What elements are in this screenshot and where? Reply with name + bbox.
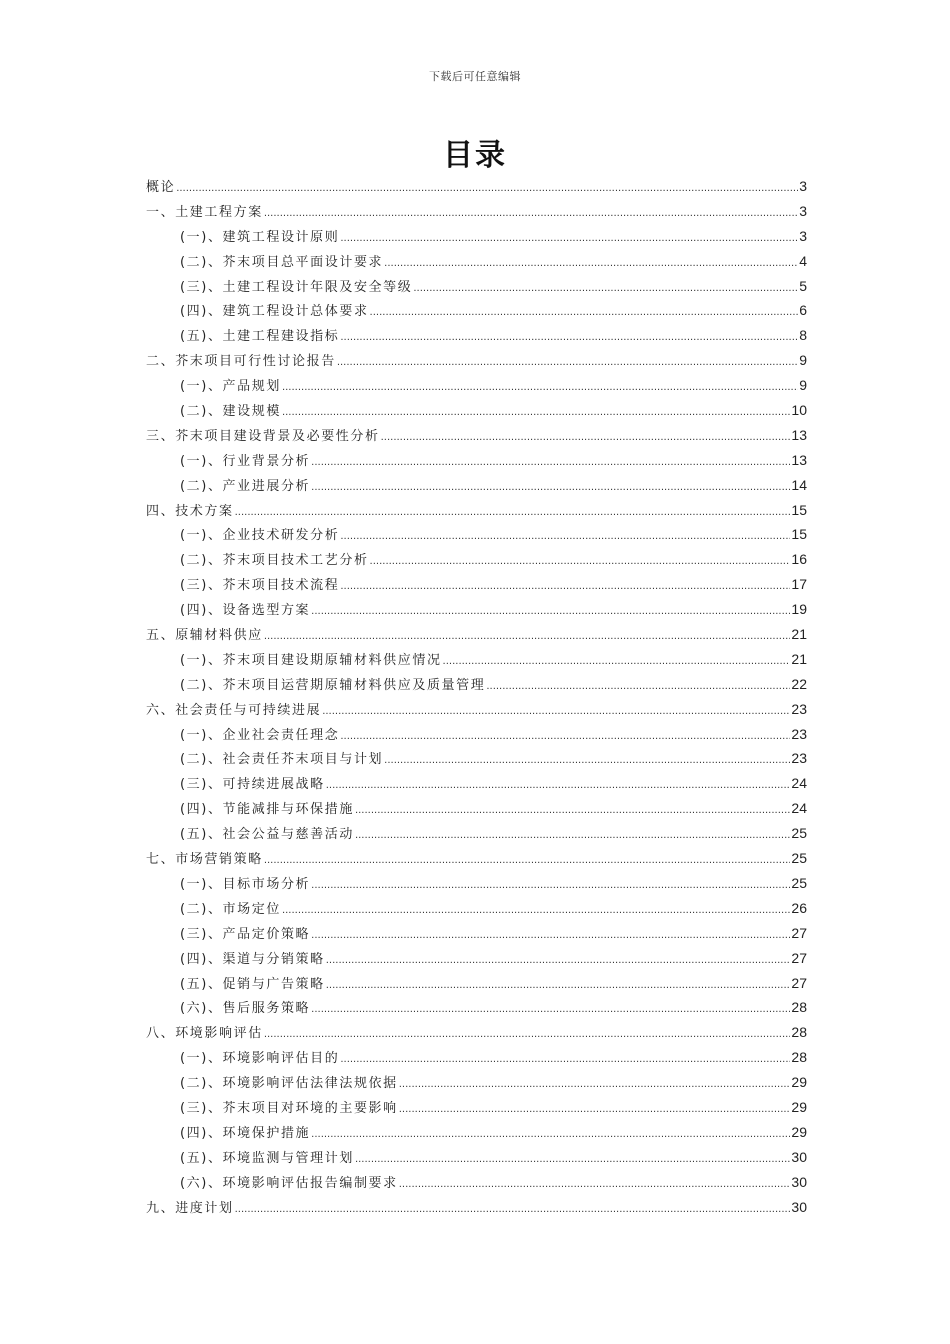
toc-entry-label: (一)、环境影响评估目的 xyxy=(180,1051,340,1067)
toc-entry-page: 30 xyxy=(791,1173,807,1190)
toc-subentry[interactable] xyxy=(146,524,807,549)
toc-entry-label: 七、市场营销策略 xyxy=(146,852,263,868)
toc-subentry[interactable] xyxy=(146,873,807,898)
toc-subentry[interactable] xyxy=(146,823,807,848)
toc-entry-label: (五)、环境监测与管理计划 xyxy=(180,1150,354,1166)
toc-entry-label: (五)、土建工程建设指标 xyxy=(180,329,340,345)
toc-dot-leader xyxy=(311,603,790,618)
toc-entry-page: 29 xyxy=(791,1123,807,1140)
toc-entry-label: (四)、渠道与分销策略 xyxy=(180,951,325,967)
toc-entry-label: (一)、产品规划 xyxy=(180,379,281,395)
toc-entry-page: 21 xyxy=(791,650,807,667)
toc-dot-leader xyxy=(337,354,798,369)
toc-entry-label: (五)、促销与广告策略 xyxy=(180,976,325,992)
toc-entry-label: (一)、芥末项目建设期原辅材料供应情况 xyxy=(180,652,442,668)
toc-entry-page: 30 xyxy=(791,1148,807,1165)
toc-entry-label: (二)、芥末项目技术工艺分析 xyxy=(180,553,369,569)
toc-entry-page: 8 xyxy=(799,327,807,344)
header-note: 下载后可任意编辑 xyxy=(429,70,521,83)
toc-subentry[interactable] xyxy=(146,1122,807,1147)
toc-entry-page: 24 xyxy=(791,775,807,792)
toc-subentry[interactable] xyxy=(146,1072,807,1097)
toc-entry-label: (四)、建筑工程设计总体要求 xyxy=(180,304,369,320)
toc-entry-page: 22 xyxy=(791,675,807,692)
toc-entry-page: 27 xyxy=(791,924,807,941)
toc-subentry[interactable] xyxy=(146,674,807,699)
toc-dot-leader xyxy=(340,230,798,245)
toc-entry-page: 13 xyxy=(791,451,807,468)
toc-entry-label: 五、原辅材料供应 xyxy=(146,628,263,644)
toc-entry-page: 10 xyxy=(791,402,807,419)
toc-subentry[interactable] xyxy=(146,475,807,500)
toc-entry[interactable] xyxy=(146,350,807,375)
toc-entry[interactable] xyxy=(146,201,807,226)
toc-entry-label: (一)、企业技术研发分析 xyxy=(180,528,340,544)
toc-dot-leader xyxy=(486,678,790,693)
toc-entry-label: (三)、土建工程设计年限及安全等级 xyxy=(180,279,413,295)
toc-subentry[interactable] xyxy=(146,226,807,251)
toc-dot-leader xyxy=(355,827,790,842)
toc-subentry[interactable] xyxy=(146,898,807,923)
toc-entry-label: 四、技术方案 xyxy=(146,503,234,519)
toc-entry-label: (二)、芥末项目运营期原辅材料供应及质量管理 xyxy=(180,677,486,693)
toc-entry-label: (四)、设备选型方案 xyxy=(180,603,311,619)
table-of-contents xyxy=(146,176,807,1221)
toc-entry-label: (二)、市场定位 xyxy=(180,901,281,917)
toc-dot-leader xyxy=(326,952,791,967)
toc-entry-label: 六、社会责任与可持续进展 xyxy=(146,702,322,718)
toc-subentry[interactable] xyxy=(146,375,807,400)
toc-entry-page: 3 xyxy=(799,178,807,194)
toc-subentry[interactable] xyxy=(146,923,807,948)
toc-dot-leader xyxy=(370,304,799,319)
toc-entry-label: 八、环境影响评估 xyxy=(146,1026,263,1042)
toc-subentry[interactable] xyxy=(146,973,807,998)
toc-subentry[interactable] xyxy=(146,649,807,674)
toc-entry-label: (六)、售后服务策略 xyxy=(180,1001,311,1017)
toc-entry-page: 27 xyxy=(791,974,807,991)
toc-entry-page: 24 xyxy=(791,800,807,817)
toc-entry-label: (二)、社会责任芥末项目与计划 xyxy=(180,752,384,768)
toc-entry-page: 15 xyxy=(791,526,807,543)
toc-entry[interactable] xyxy=(146,699,807,724)
toc-entry-label: (一)、行业背景分析 xyxy=(180,453,311,469)
toc-dot-leader xyxy=(399,1076,791,1091)
toc-entry-page: 28 xyxy=(791,1024,807,1041)
toc-entry-page: 3 xyxy=(799,202,807,219)
toc-entry-page: 13 xyxy=(791,426,807,443)
toc-subentry[interactable] xyxy=(146,325,807,350)
toc-dot-leader xyxy=(311,479,790,494)
toc-entry-label: (三)、芥末项目对环境的主要影响 xyxy=(180,1100,398,1116)
toc-entry-label: (一)、建筑工程设计原则 xyxy=(180,229,340,245)
toc-dot-leader xyxy=(264,205,798,220)
toc-dot-leader xyxy=(235,504,791,519)
toc-entry[interactable] xyxy=(146,848,807,873)
toc-entry[interactable] xyxy=(146,500,807,525)
toc-subentry[interactable] xyxy=(146,574,807,599)
toc-entry[interactable] xyxy=(146,1022,807,1047)
toc-subentry[interactable] xyxy=(146,1047,807,1072)
toc-subentry[interactable] xyxy=(146,798,807,823)
toc-dot-leader xyxy=(264,852,791,867)
toc-entry-page: 9 xyxy=(799,377,807,394)
toc-dot-leader xyxy=(176,180,798,195)
toc-entry-label: (二)、建设规模 xyxy=(180,404,281,420)
toc-dot-leader xyxy=(370,553,791,568)
toc-subentry[interactable] xyxy=(146,400,807,425)
toc-entry-label: 二、芥末项目可行性讨论报告 xyxy=(146,354,336,370)
toc-subentry[interactable] xyxy=(146,599,807,624)
toc-dot-leader xyxy=(340,728,790,743)
toc-entry-page: 23 xyxy=(791,725,807,742)
toc-dot-leader xyxy=(355,1151,790,1166)
toc-subentry[interactable] xyxy=(146,997,807,1022)
toc-entry-page: 27 xyxy=(791,949,807,966)
toc-entry-page: 23 xyxy=(791,700,807,717)
toc-dot-leader xyxy=(355,802,790,817)
toc-entry-label: (六)、环境影响评估报告编制要求 xyxy=(180,1175,398,1191)
toc-subentry[interactable] xyxy=(146,773,807,798)
toc-entry-page: 4 xyxy=(799,252,807,269)
toc-entry-label: (一)、企业社会责任理念 xyxy=(180,727,340,743)
toc-dot-leader xyxy=(340,329,798,344)
toc-entry-page: 23 xyxy=(791,750,807,767)
toc-subentry[interactable] xyxy=(146,948,807,973)
toc-entry-label: (一)、目标市场分析 xyxy=(180,876,311,892)
toc-dot-leader xyxy=(443,653,791,668)
toc-dot-leader xyxy=(322,703,790,718)
toc-entry-label: 三、芥末项目建设背景及必要性分析 xyxy=(146,428,380,444)
toc-dot-leader xyxy=(340,578,790,593)
toc-entry-label: (四)、环境保护措施 xyxy=(180,1125,311,1141)
toc-entry-page: 26 xyxy=(791,899,807,916)
toc-entry-label: 一、土建工程方案 xyxy=(146,204,263,220)
toc-entry-page: 3 xyxy=(799,227,807,244)
toc-entry-page: 28 xyxy=(791,1049,807,1066)
toc-dot-leader xyxy=(282,902,790,917)
toc-entry-label: (二)、环境影响评估法律法规依据 xyxy=(180,1076,398,1092)
toc-subentry[interactable] xyxy=(146,276,807,301)
toc-entry-page: 25 xyxy=(791,874,807,891)
toc-dot-leader xyxy=(235,1201,791,1216)
toc-dot-leader xyxy=(399,1176,791,1191)
toc-entry-page: 30 xyxy=(791,1198,807,1215)
toc-entry-page: 14 xyxy=(791,476,807,493)
toc-dot-leader xyxy=(384,255,798,270)
toc-dot-leader xyxy=(381,429,791,444)
toc-dot-leader xyxy=(384,752,790,767)
toc-entry-page: 6 xyxy=(799,302,807,319)
toc-dot-leader xyxy=(326,777,791,792)
toc-subentry[interactable] xyxy=(146,300,807,325)
toc-entry-label: 概论 xyxy=(146,180,176,195)
toc-entry-page: 25 xyxy=(791,850,807,867)
toc-entry-page: 25 xyxy=(791,825,807,842)
toc-entry-page: 5 xyxy=(799,277,807,294)
toc-dot-leader xyxy=(326,977,791,992)
toc-dot-leader xyxy=(264,628,791,643)
toc-dot-leader xyxy=(282,379,798,394)
toc-entry-label: (四)、节能减排与环保措施 xyxy=(180,802,354,818)
toc-subentry[interactable] xyxy=(146,1147,807,1172)
toc-entry-page: 21 xyxy=(791,626,807,643)
toc-entry-page: 9 xyxy=(799,352,807,369)
toc-entry-page: 19 xyxy=(791,601,807,618)
toc-dot-leader xyxy=(311,454,790,469)
toc-subentry[interactable] xyxy=(146,450,807,475)
toc-dot-leader xyxy=(311,877,790,892)
toc-entry-label: (三)、可持续进展战略 xyxy=(180,777,325,793)
page-title: 目录 xyxy=(443,138,507,173)
toc-entry-page: 29 xyxy=(791,1098,807,1115)
toc-dot-leader xyxy=(311,927,790,942)
toc-entry-page: 16 xyxy=(791,551,807,568)
toc-subentry[interactable] xyxy=(146,724,807,749)
toc-dot-leader xyxy=(340,1051,790,1066)
toc-entry-label: (五)、社会公益与慈善活动 xyxy=(180,827,354,843)
toc-dot-leader xyxy=(311,1001,790,1016)
toc-subentry[interactable] xyxy=(146,748,807,773)
toc-entry-label: (二)、产业进展分析 xyxy=(180,478,311,494)
toc-entry-label: 九、进度计划 xyxy=(146,1200,234,1216)
toc-entry-page: 28 xyxy=(791,999,807,1016)
toc-dot-leader xyxy=(340,528,790,543)
toc-dot-leader xyxy=(311,1126,790,1141)
toc-entry-label: (二)、芥末项目总平面设计要求 xyxy=(180,254,384,270)
toc-entry-page: 17 xyxy=(791,576,807,593)
toc-dot-leader xyxy=(413,280,798,295)
toc-entry[interactable] xyxy=(146,624,807,649)
toc-dot-leader xyxy=(264,1026,791,1041)
toc-entry-page: 15 xyxy=(791,501,807,518)
toc-dot-leader xyxy=(399,1101,791,1116)
toc-entry[interactable] xyxy=(146,176,807,201)
toc-subentry[interactable] xyxy=(146,549,807,574)
toc-subentry[interactable] xyxy=(146,1172,807,1197)
toc-subentry[interactable] xyxy=(146,251,807,276)
toc-dot-leader xyxy=(282,404,790,419)
toc-subentry[interactable] xyxy=(146,1097,807,1122)
toc-entry-page: 29 xyxy=(791,1074,807,1091)
toc-entry-label: (三)、芥末项目技术流程 xyxy=(180,578,340,594)
toc-entry[interactable] xyxy=(146,1197,807,1222)
toc-entry-label: (三)、产品定价策略 xyxy=(180,926,311,942)
toc-entry[interactable] xyxy=(146,425,807,450)
